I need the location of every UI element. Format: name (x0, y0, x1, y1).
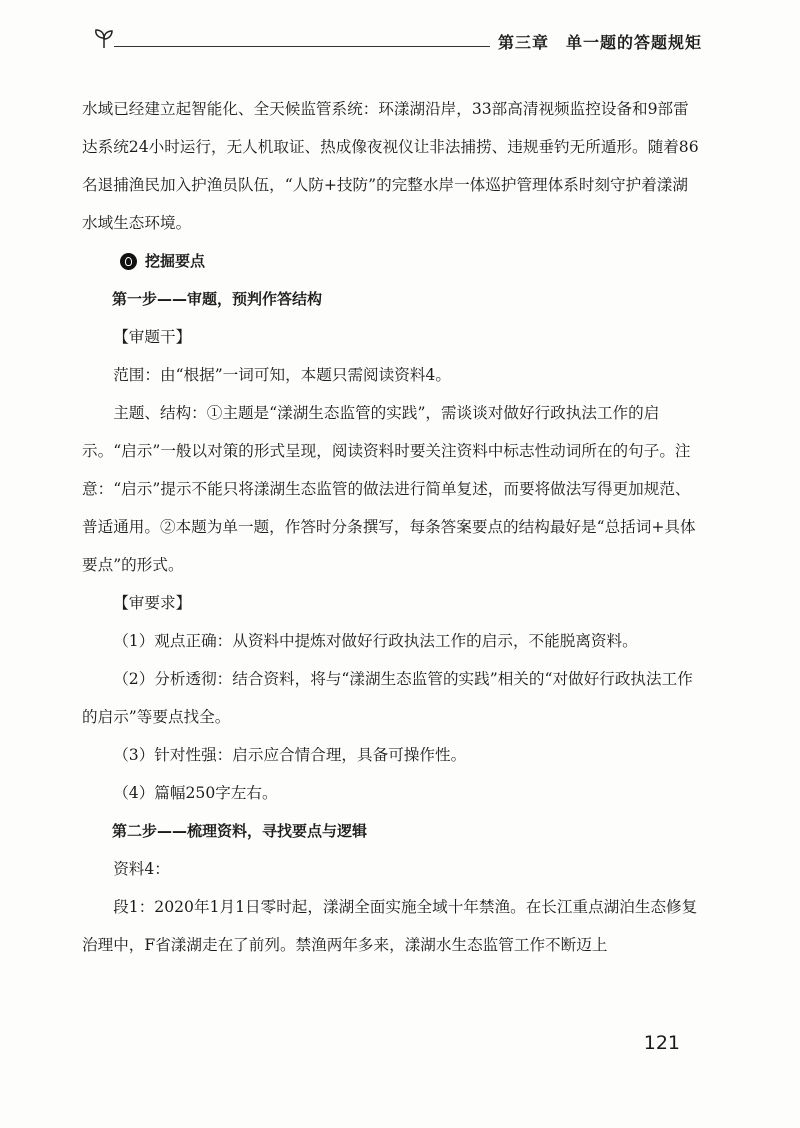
dig-key-points-heading (82, 242, 702, 280)
page-body (82, 90, 702, 964)
theme-structure-paragraph: 主题、结构：①主题是“漾湖生态监管的实践”，需谈谈对做好行政执法工作的启示。“启示”一般以对策的形式呈现，阅读资料时要关注资料中标志性动词所在的句子。注意：“启示”提示不能只将漾湖生态监管的做法进行简单复述，而要将做法写得更加规范、普适通用。②本题为单一题，作答时分条撰写，每条答案要点的结构最好是“总括词+具体要点”的形式。 (82, 404, 696, 574)
requirement-3: （3）针对性强：启示应合情合理，具备可操作性。 (113, 746, 467, 764)
review-requirements-label: 【审要求】 (113, 594, 192, 612)
intro-paragraph: 水域已经建立起智能化、全天候监管系统：环漾湖沿岸，33部高清视频监控设备和9部雷达系统24小时运行，无人机取证、热成像夜视仪让非法捕捞、违规垂钓无所遁形。随着86名退捕渔民加入护渔员队伍，“人防+技防”的完整水岸一体巡护管理体系时刻守护着漾湖水域生态环境。 (82, 100, 699, 232)
dig-heading-label: 挖掘要点 (145, 252, 206, 270)
step2-heading: 第二步——梳理资料，寻找要点与逻辑 (112, 822, 368, 840)
header-rule (114, 46, 490, 47)
sprout-icon (92, 26, 116, 50)
requirement-1: （1）观点正确：从资料中提炼对做好行政执法工作的启示，不能脱离资料。 (113, 632, 638, 650)
material-label: 资料4： (113, 860, 170, 878)
chapter-title: 第三章 单一题的答题规矩 (497, 33, 702, 52)
running-header (92, 22, 702, 62)
review-stem-label: 【审题干】 (113, 328, 192, 346)
requirement-4: （4）篇幅250字左右。 (113, 784, 278, 802)
page-number: 121 (643, 1032, 680, 1054)
step1-heading: 第一步——审题，预判作答结构 (112, 290, 323, 308)
bulb-icon (120, 253, 137, 270)
requirement-2: （2）分析透彻：结合资料，将与“漾湖生态监管的实践”相关的“对做好行政执法工作的启示”等要点找全。 (82, 670, 693, 726)
material-paragraph-1: 段1：2020年1月1日零时起，漾湖全面实施全域十年禁渔。在长江重点湖泊生态修复治理中，F省漾湖走在了前列。禁渔两年多来，漾湖水生态监管工作不断迈上 (82, 898, 698, 954)
scope-paragraph: 范围：由“根据”一词可知，本题只需阅读资料4。 (113, 366, 451, 384)
